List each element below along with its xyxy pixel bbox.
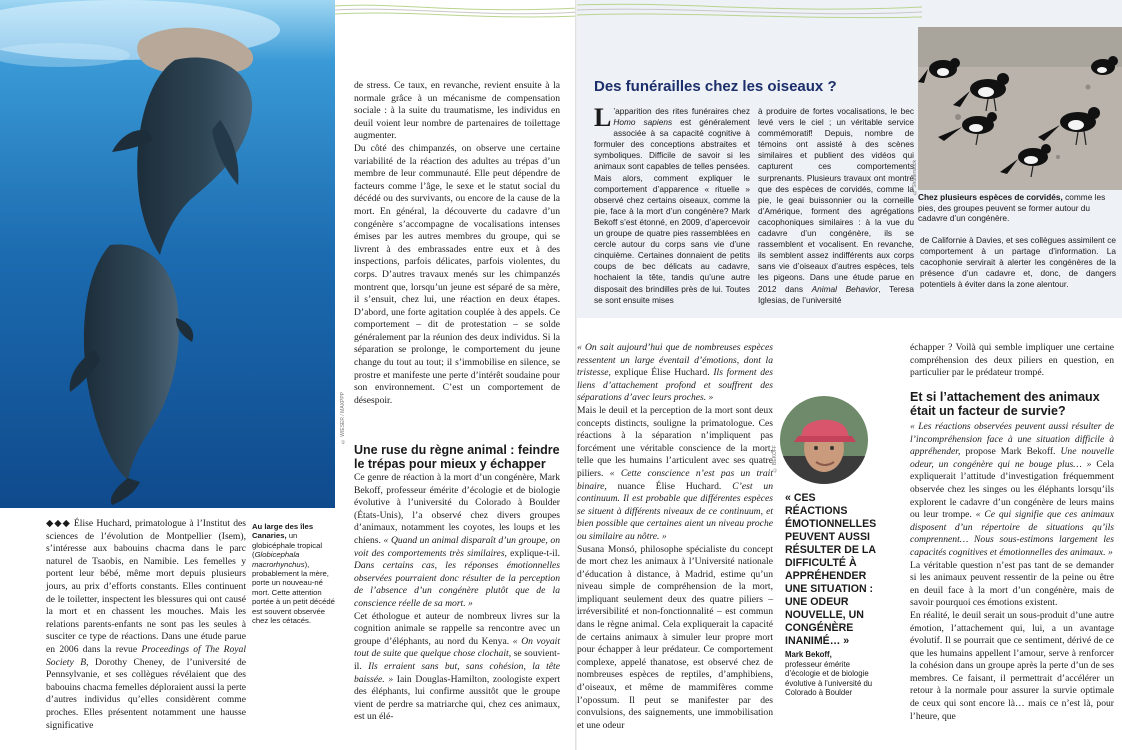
- pull-quote: « CES RÉACTIONS ÉMOTIONNELLES PEUVENT AUSSI RÉSULTER DE LA DIFFICULTÉ À APPRÉHENDER UNE SITUATION : UNE ODEUR NOUVELLE, UN CONGÉNÈRE INANIMÉ… »: [785, 492, 877, 647]
- drop-cap: L: [594, 103, 612, 132]
- box-decorative-lines: [577, 0, 922, 22]
- photo-credit-whale: © WIESER / MAXPPP: [340, 392, 346, 445]
- box-title: Des funérailles chez les oiseaux ?: [594, 78, 837, 95]
- section-heading-ruse: Une ruse du règne animal : feindre le trépas pour mieux y échapper: [354, 443, 560, 471]
- text-column-2: de stress. Ce taux, en revanche, revient ensuite à la normale grâce à un mécanisme de compensation sociale : à la suite du traumatisme, les individus en deuil voient leur nombre de partenaires de toilettage augmenter. Du côté des chimpanzés, on observe une certaine variabilité de la réaction des adultes au trépas d’un membre de leur communauté. Elle peut dépendre de facteurs comme l’âge, le sexe et le statut social du décédé ou des survivants, ou encore de la cause de la mort. En général, la découverte du cadavre d’un congénère s’accompagne de vocalisations intenses émises par les autres membres du groupe, qui se livrent à des embrassades entre eux et à des inspections, parfois délicates, parfois violentes, du corps. D’autres travaux menés sur les chimpanzés montrent que, lorsqu’un jeune est séparé de sa mère, il s’ensuit, chez lui, une réaction en deux étapes. D’abord, une forte agitation couplée à des appels. Ce comportement – dit de protestation – se solde généralement par la réunion des deux individus. Si la séparation se prolonge, le comportement du jeune change du tout au tout; il s’immobilise en silence, se prostre et manifeste une perte d’intérêt soudaine pour son environnement. C’est un comportement de désespoir.: [354, 80, 560, 406]
- box-column-3: de Californie à Davies, et ses collègues assimilent ce comportement à un partage d’information. La cacophonie servirait à alerter les congénères de la présence d’un cadavre et, donc, de dangers potentiels à éviter dans la zone alentour.: [920, 235, 1116, 290]
- text-column-2-continued: Ce genre de réaction à la mort d’un congénère, Mark Bekoff, professeur émérite d’écologie et de biologie évolutive à l’université du Colorado à Boulder (États-Unis), l’a observé chez divers groupes d’animaux, notamment les coyotes, les loups et les chiens. « Quand un animal disparaît d’un groupe, on voit des comportements très similaires, explique-t-il. Dans certains cas, les réponses émotionnelles observées pourraient donc résulter de la perception de l’absence d’un congénère plutôt que de la conscience réelle de sa mort. » Cet éthologue et auteur de nombreux livres sur la cognition animale se rappelle sa rencontre avec un groupe d’éléphants, au nord du Kenya. « On voyait tout de suite que quelque chose clochait, se souvient-il. Ils erraient sans but, sans cohésion, la tête baissée. » Iain Douglas-Hamilton, zoologiste expert des éléphants, lui confirme aussitôt que le groupe vient de perdre sa matriarche qui, chez ces animaux, est un élé-: [354, 472, 561, 723]
- whale-photo: [0, 0, 335, 508]
- text-column-1: ◆◆◆ Élise Huchard, primatologue à l’Institut des sciences de l’évolution de Montpellier (Isem), s’intéresse aux babouins chacma dans le parc naturel de Tsaobis, en Namibie. Les femelles y portent leur bébé, même mort depuis plusieurs jours, au prix d’efforts constants. Elles continuent de le toiletter, inspectent les blessures qui ont causé la mort et en chassent les mouches. Mais les relations parents-enfants ne sont pas les seules à susciter ce type de réactions. Dans une étude parue en 2006 dans la revue Proceedings of The Royal Society B, Dorothy Cheney, de l’université de Pennsylvanie, et ses collègues révélaient que des babouins chacma femelles déploraient aussi la perte d’autres individus qu’elles considèrent comme proches. Elles présentent notamment une hausse significative: [46, 518, 246, 731]
- photo-credit-magpies: © Shutterstock: [912, 160, 918, 196]
- magpie-photo: [918, 27, 1122, 190]
- whale-caption: Au large des îles Canaries, un globicéphale tropical (Globicephala macrorhynchus), probablement la mère, porte un nouveau-né mort. Cette attention portée à un petit décédé est souvent observée chez les cétacés.: [252, 522, 335, 626]
- magpie-caption: Chez plusieurs espèces de corvidés, comme les pies, des groupes peuvent se former autour du cadavre d’un congénère.: [918, 192, 1106, 223]
- pull-quote-author: Mark Bekoff, professeur émérite d’écologie et de biologie évolutive à l’université du Colorado à Boulder: [785, 650, 873, 698]
- text-column-3: « On sait aujourd’hui que de nombreuses espèces ressentent un large éventail d’émotions, dont la tristesse, explique Élise Huchard. Ils forment des liens d’attachement profond et souffrent des séparations d’avec leurs proches. » Mais le deuil et la perception de la mort sont deux concepts distincts, souligne la primatologue. Ces réactions à la séparation n’impliquent pas forcément une véritable conscience de la mort, telle que les humains l’articulent avec ses quatre piliers. « Cette conscience n’est pas un trait binaire, nuance Élise Huchard. C’est un continuum. Il est probable que différentes espèces se situent à différents niveaux de ce continuum, et bien possible que certaines aient un niveau proche ou similaire au nôtre. » Susana Monsó, philosophe spécialiste du concept de mort chez les animaux à l’Université nationale d’éducation à distance, à Madrid, estime qu’un niveau simple de compréhension de la mort, impliquant seulement deux des quatre piliers – irréversibilité et non-fonctionnalité – est commun dans le règne animal. Cela expliquerait la capacité de certains animaux à simuler leur propre mort pour échapper à leur prédateur. Ce comportement complexe, appelé thanatose, est observé chez de nombreuses espèces de reptiles, d’amphibiens, d’oiseaux, et même de mammifères comme l’opossum. Il peut se manifester par des convulsions, des saignements, une immobilisation et une odeur: [577, 342, 773, 731]
- box-column-2: à produire de fortes vocalisations, le bec levé vers le ciel ; un véritable service commémoratif! Depuis, nombre de témoins ont assisté à des scènes similaires et publient des vidéos qui capturent ces comportements surprenants. Plusieurs travaux ont montré que des espèces de corvidés, comme la pie, le geai buissonnier ou la corneille d’Amérique, forment des agrégations cacophoniques similaires : à la vue du cadavre d’un congénère, ils se rassemblent et vocalisent. En revanche, ils semblent assez indifférents aux corps sans vie d’oiseaux d’autres espèces, tels les pigeons. Dans une étude parue en 2012 dans Animal Behavior, Teresa Iglesias, de l’université: [758, 106, 914, 305]
- text-column-4: échapper ? Voilà qui semble impliquer une certaine compréhension des deux piliers en question, en particulier par le prédateur trompé.: [910, 342, 1114, 379]
- photo-credit-portrait: © BEKOFF: [772, 445, 778, 473]
- section-heading-survie: Et si l’attachement des animaux était un facteur de survie?: [910, 390, 1100, 418]
- box-column-1: L ’apparition des rites funéraires chez Homo sapiens est généralement associée à sa capacité cognitive à formuler des conceptions abstraites et symboliques. Difficile de savoir si les animaux sont capables de telles pensées. Mais alors, comment expliquer le comportement d’apparence « rituelle » observé chez certains oiseaux, comme la pie, face à la mort d’un congénère? Mark Bekoff s’est étonné, en 2009, d’apercevoir un groupe de quatre pies rassemblées en cercle autour du corps sans vie d’une cinquième. Certaines donnaient de petits coups de bec délicats au cadavre, hochaient la tête, tandis qu’une autre disposait des brindilles près de lui. Toutes se sont ensuite mises: [594, 103, 750, 305]
- mark-bekoff-portrait: [780, 396, 868, 484]
- text-column-4-continued: « Les réactions observées peuvent aussi résulter de l’incompréhension face à une situation difficile à appréhender, propose Mark Bekoff. Une nouvelle odeur, un congénère qui ne bouge plus… » Cela expliquerait l’attitude d’investigation fréquemment observée chez les singes ou les éléphants lorsqu’ils explorent le cadavre d’un congénère de leurs mains ou leur trompe. « Ce qui signifie que ces animaux disposent d’un répertoire de situations qu’ils comprennent… Nous sous-estimons largement les capacités cognitives et émotionnelles des animaux. » La véritable question n’est pas tant de se demander si les animaux peuvent ressentir de la peine ou être en deuil face à la mort d’un congénère, mais de savoir pourquoi ces émotions existent. En réalité, le deuil serait un sous-produit d’une autre émotion, l’attachement qui, lui, a un avantage évolutif. Il se pourrait que ce sentiment, dérivé de ce que les humains appellent l’amour, serve à renforcer la cohésion dans un groupe après la perte d’un de ses membres. Ce faisant, il permettrait d’accélérer un retour à la normale pour assurer la survie optimale de ceux qui sont encore là… mais ce n’est là, pour l’heure, que: [910, 421, 1114, 722]
- decorative-lines: [335, 0, 580, 22]
- lead-marker: ◆◆◆: [46, 518, 71, 529]
